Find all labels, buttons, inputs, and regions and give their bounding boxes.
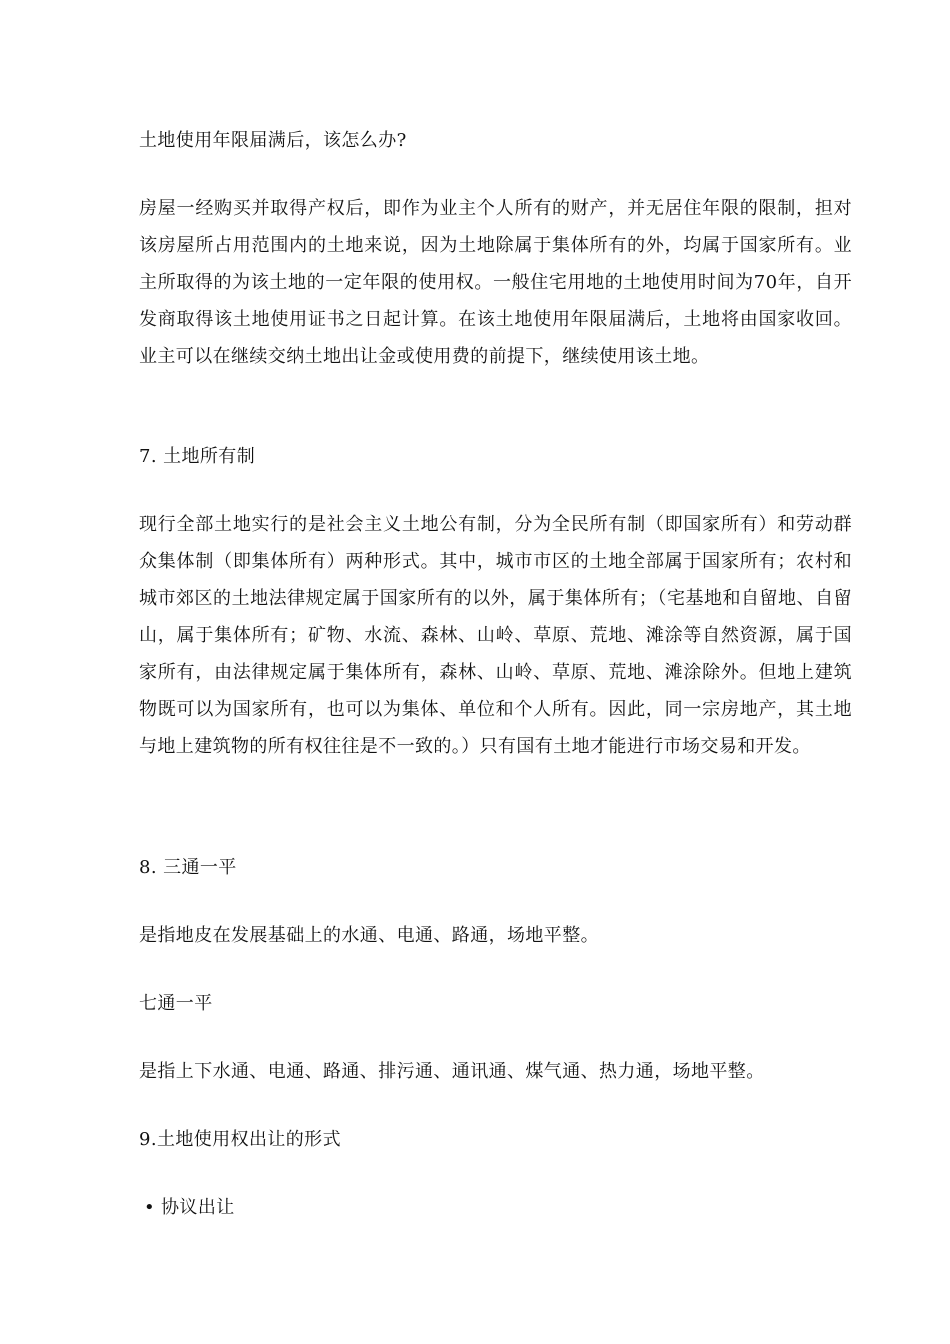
answer-paragraph: 房屋一经购买并取得产权后，即作为业主个人所有的财产，并无居住年限的限制，担对该房屋所占用范围内的土地来说，因为土地除属于集体所有的外，均属于国家所有。业主所取得的为该土地的一定年限的使用权。一般住宅用地的土地使用时间为70年，自开发商取得该土地使用证书之日起计算。在该土地使用年限届满后，土地将由国家收回。业主可以在继续交纳土地出让金或使用费的前提下，继续使用该土地。 (139, 198, 852, 367)
bullet-marker: • (144, 1197, 156, 1218)
bullet-item (144, 1189, 857, 1226)
seven-connections-paragraph: 是指上下水通、电通、路通、排污通、通讯通、煤气通、热力通，场地平整。 (139, 1061, 765, 1082)
section-heading-9: 9.土地使用权出让的形式 (139, 1129, 341, 1150)
bullet-text: 协议出让 (161, 1197, 235, 1218)
three-connections-paragraph: 是指地皮在发展基础上的水通、电通、路通，场地平整。 (139, 925, 599, 946)
subheading-seven-connections: 七通一平 (139, 993, 213, 1014)
section-heading-8: 8. 三通一平 (139, 857, 237, 878)
question-heading: 土地使用年限届满后，该怎么办? (139, 130, 407, 151)
land-ownership-paragraph: 现行全部土地实行的是社会主义土地公有制，分为全民所有制（即国家所有）和劳动群众集体制（即集体所有）两种形式。其中，城市市区的土地全部属于国家所有；农村和城市郊区的土地法律规定属于国家所有的以外，属于集体所有；（宅基地和自留地、自留山，属于集体所有；矿物、水流、森林、山岭、草原、荒地、滩涂等自然资源，属于国家所有，由法律规定属于集体所有，森林、山岭、草原、荒地、滩涂除外。但地上建筑物既可以为国家所有，也可以为集体、单位和个人所有。因此，同一宗房地产，其土地与地上建筑物的所有权往往是不一致的。）只有国有土地才能进行市场交易和开发。 (139, 514, 852, 757)
section-heading-7: 7. 土地所有制 (139, 446, 256, 467)
